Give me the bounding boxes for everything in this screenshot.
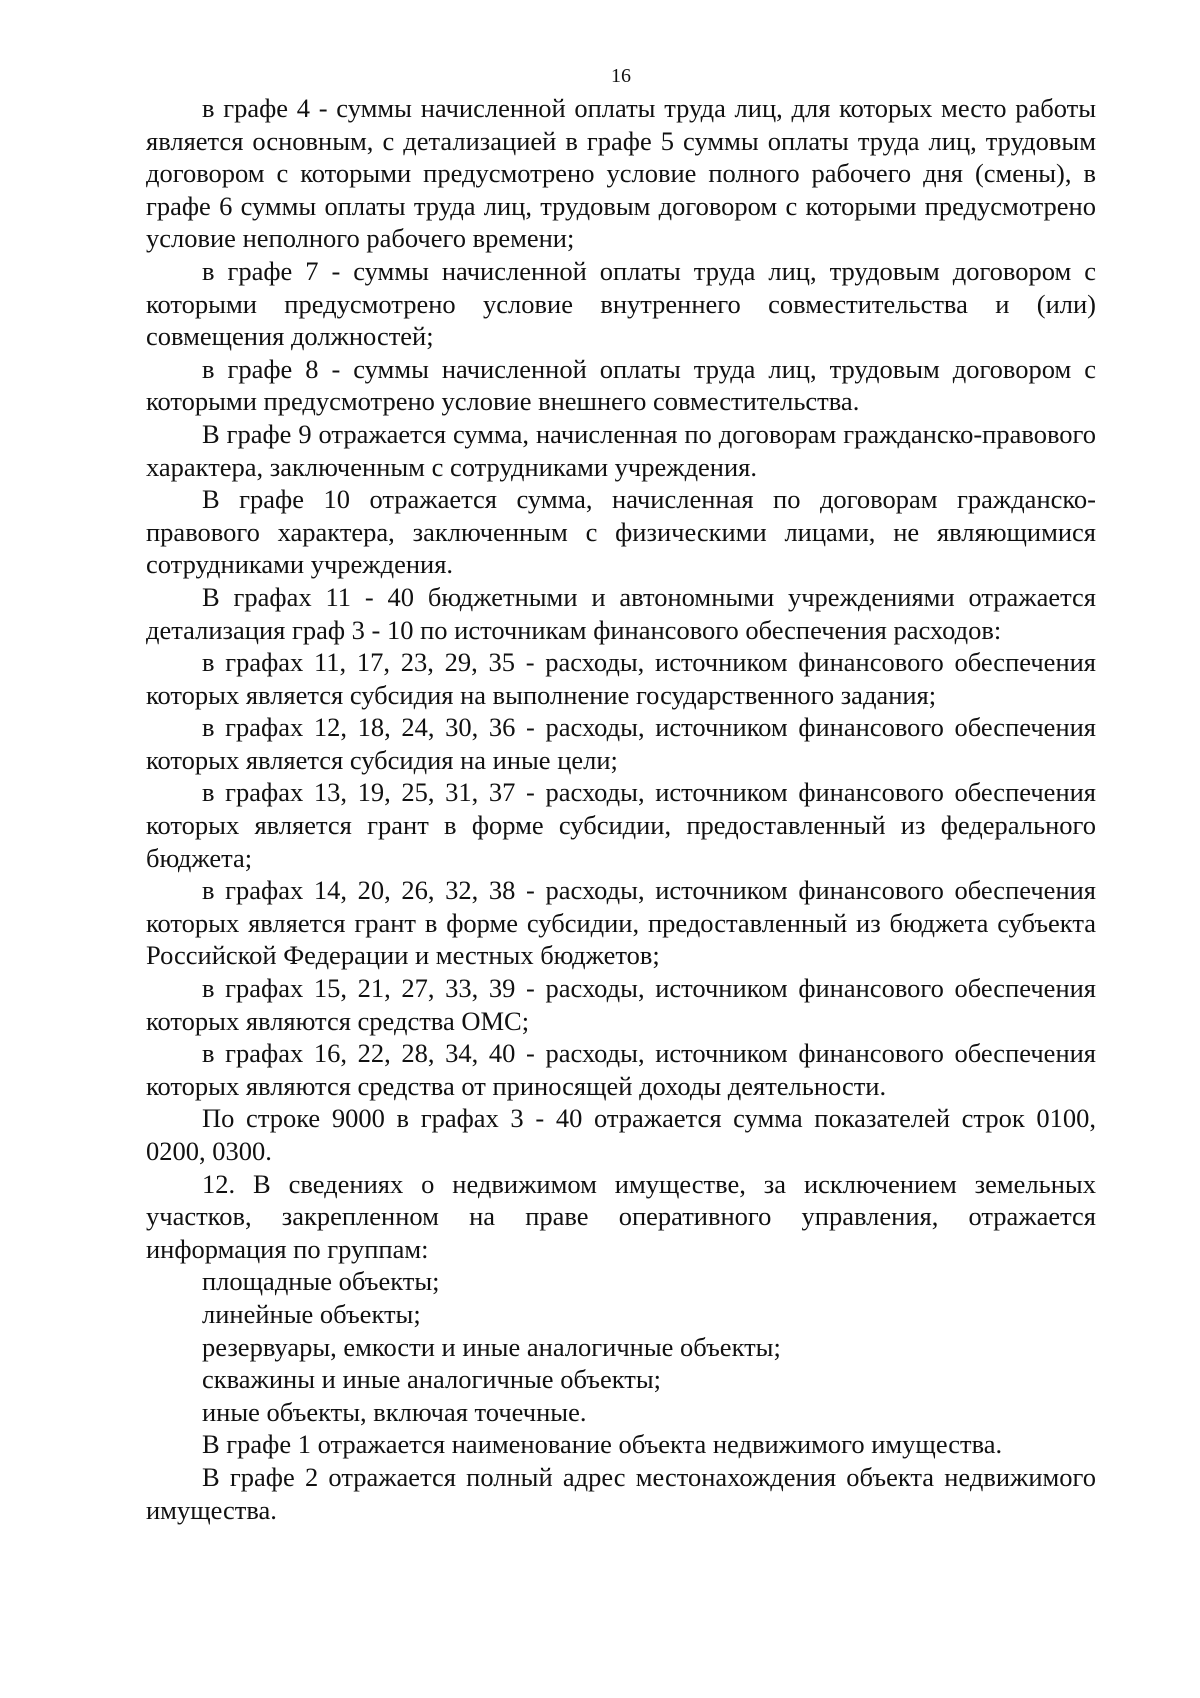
list-item-inye-obekty: иные объекты, включая точечные. [202, 1396, 587, 1427]
paragraph-grafa-7: в графе 7 - суммы начисленной оплаты труда лиц, трудовым договором с которыми предусмотрено условие внутреннего совместительства и (или) совмещения должностей; [146, 255, 1096, 352]
paragraph-grafy-14-38: в графах 14, 20, 26, 32, 38 - расходы, источником финансового обеспечения которых является грант в форме субсидии, предоставленный из бюджета субъекта Российской Федерации и местных бюджетов; [146, 875, 1096, 971]
paragraph-item-12: 12. В сведениях о недвижимом имуществе, за исключением земельных участков, закрепленном на праве оперативного управления, отражается информация по группам: [146, 1168, 1096, 1264]
paragraph-grafa-2: В графе 2 отражается полный адрес местонахождения объекта недвижимого имущества. [146, 1461, 1096, 1525]
list-item-rezervuary: резервуары, емкости и иные аналогичные объекты; [202, 1331, 781, 1362]
paragraph-grafa-9: В графе 9 отражается сумма, начисленная по договорам гражданско-правового характера, заключенным с сотрудниками учреждения. [146, 418, 1096, 482]
document-page [146, 62, 1096, 1526]
paragraph-grafa-8: в графе 8 - суммы начисленной оплаты труда лиц, трудовым договором с которыми предусмотрено условие внешнего совместительства. [146, 353, 1096, 417]
list-item-skvazhiny: скважины и иные аналогичные объекты; [202, 1364, 662, 1395]
paragraph-grafa-1: В графе 1 отражается наименование объекта недвижимого имущества. [202, 1429, 1003, 1460]
paragraph-grafa-10: В графе 10 отражается сумма, начисленная по договорам гражданско-правового характера, заключенным с физическими лицами, не являющимися сотрудниками учреждения. [146, 484, 1096, 580]
paragraph-stroka-9000: По строке 9000 в графах 3 - 40 отражается сумма показателей строк 0100, 0200, 0300. [146, 1103, 1096, 1166]
paragraph-grafa-4: в графе 4 - суммы начисленной оплаты труда лиц, для которых место работы является основным, с детализацией в графе 5 суммы оплаты труда лиц, трудовым договором с которыми предусмотрено условие полного рабочего дня (смены), в графе 6 суммы оплаты труда лиц, трудовым договором с которыми предусмотрено условие неполного рабочего времени; [146, 93, 1096, 254]
list-item-lineinye: линейные объекты; [202, 1298, 421, 1329]
paragraph-grafy-16-40: в графах 16, 22, 28, 34, 40 - расходы, источником финансового обеспечения которых являются средства от приносящей доходы деятельности. [146, 1038, 1096, 1101]
paragraph-grafy-11-40: В графах 11 - 40 бюджетными и автономными учреждениями отражается детализация граф 3 - 10 по источникам финансового обеспечения расходов: [146, 581, 1096, 645]
page-number: 16 [611, 65, 631, 87]
paragraph-grafy-15-39: в графах 15, 21, 27, 33, 39 - расходы, источником финансового обеспечения которых являются средства ОМС; [146, 973, 1096, 1036]
paragraph-grafy-12-36: в графах 12, 18, 24, 30, 36 - расходы, источником финансового обеспечения которых является субсидия на иные цели; [146, 712, 1096, 775]
list-item-ploshchadnye: площадные объекты; [202, 1266, 440, 1297]
paragraph-grafy-13-37: в графах 13, 19, 25, 31, 37 - расходы, источником финансового обеспечения которых является грант в форме субсидии, предоставленный из федерального бюджета; [146, 777, 1096, 873]
paragraph-grafy-11-35: в графах 11, 17, 23, 29, 35 - расходы, источником финансового обеспечения которых является субсидия на выполнение государственного задания; [146, 647, 1096, 710]
